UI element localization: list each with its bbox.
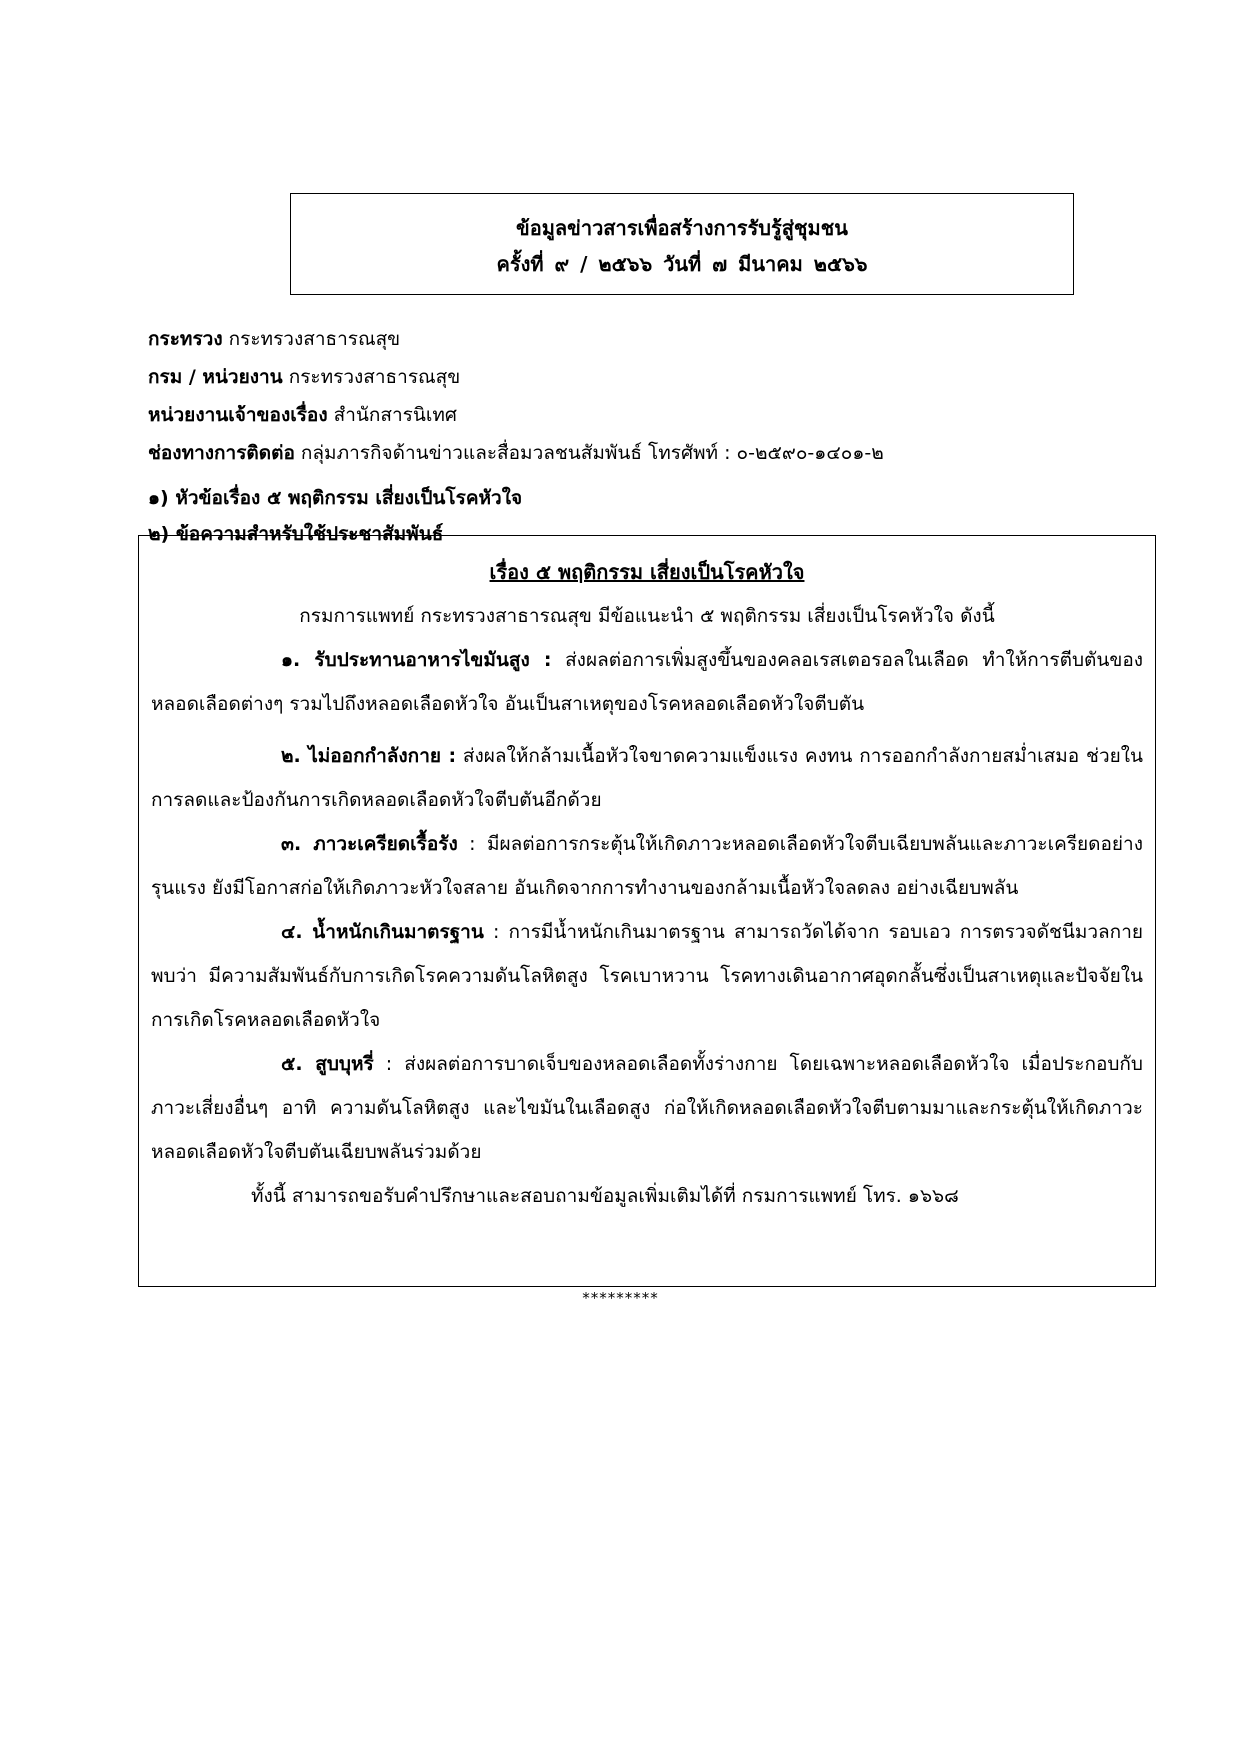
item-text: : การมีน้ำหนักเกินมาตรฐาน สามารถวัดได้จาก รอบเอว การตรวจดัชนีมวลกาย พบว่า มีความสัมพันธ์กับการเกิดโรคความดันโลหิตสูง โรคเบาหวาน โรคทางเดินอากาศอุดกลั้นซึ่งเป็นสาเหตุและปัจจัยในการเกิดโรคหลอดเลือดหัวใจ bbox=[151, 921, 1143, 1031]
item-text: : ส่งผลต่อการบาดเจ็บของหลอดเลือดทั้งร่างกาย โดยเฉพาะหลอดเลือดหัวใจ เมื่อประกอบกับภาวะเสี่ยงอื่นๆ อาทิ ความดันโลหิตสูง และไขมันในเลือดสูง ก่อให้เกิดหลอดเลือดหัวใจตีบตามมาและกระตุ้นให้เกิดภาวะหลอดเลือดหัวใจตีบตันเฉียบพลันร่วมด้วย bbox=[151, 1053, 1143, 1163]
item-heading: ๓. ภาวะเครียดเรื้อรัง bbox=[281, 833, 458, 855]
section-topic: ๑) หัวข้อเรื่อง ๕ พฤติกรรม เสี่ยงเป็นโรคหัวใจ bbox=[148, 487, 523, 509]
meta-value: กระทรวงสาธารณสุข bbox=[222, 328, 401, 350]
meta-value: กลุ่มภารกิจด้านข่าวและสื่อมวลชนสัมพันธ์ โทรศัพท์ : ๐-๒๕๙๐-๑๔๐๑-๒ bbox=[294, 442, 884, 464]
article-item-1 bbox=[151, 638, 1143, 726]
article-item-2 bbox=[151, 734, 1143, 822]
meta-block bbox=[148, 320, 884, 472]
article-item-3 bbox=[151, 822, 1143, 910]
meta-label: ช่องทางการติดต่อ bbox=[148, 442, 295, 464]
item-text: ส่งผลให้กล้ามเนื้อหัวใจขาดความแข็งแรง คงทน การออกกำลังกายสม่ำเสมอ ช่วยในการลดและป้องกันการเกิดหลอดเลือดหัวใจตีบตันอีกด้วย bbox=[151, 745, 1144, 811]
issue-line: ครั้งที่ ๙ / ๒๕๖๖ วันที่ ๗ มีนาคม ๒๕๖๖ bbox=[496, 252, 868, 276]
meta-label: หน่วยงานเจ้าของเรื่อง bbox=[148, 404, 328, 426]
article-intro: กรมการแพทย์ กระทรวงสาธารณสุข มีข้อแนะนำ ๕ พฤติกรรม เสี่ยงเป็นโรคหัวใจ ดังนี้ bbox=[299, 605, 995, 627]
article-box bbox=[138, 535, 1156, 1287]
meta-row-owner bbox=[148, 396, 884, 434]
article-item-4 bbox=[151, 910, 1143, 1042]
item-text: : มีผลต่อการกระตุ้นให้เกิดภาวะหลอดเลือดหัวใจตีบเฉียบพลันและภาวะเครียดอย่างรุนแรง ยังมีโอกาสก่อให้เกิดภาวะหัวใจสลาย อันเกิดจากการทำงานของกล้ามเนื้อหัวใจลดลง อย่างเฉียบพลัน bbox=[151, 833, 1143, 899]
meta-row-contact bbox=[148, 434, 884, 472]
meta-label: กรม / หน่วยงาน bbox=[148, 366, 283, 388]
item-text: ส่งผลต่อการเพิ่มสูงขึ้นของคลอเรสเตอรอลในเลือด ทำให้การตีบตันของหลอดเลือดต่างๆ รวมไปถึงหลอดเลือดหัวใจ อันเป็นสาเหตุของโรคหลอดเลือดหัวใจตีบตัน bbox=[151, 649, 1144, 715]
meta-value: สำนักสารนิเทศ bbox=[327, 404, 457, 426]
meta-value: กระทรวงสาธารณสุข bbox=[282, 366, 461, 388]
item-heading: ๔. น้ำหนักเกินมาตรฐาน bbox=[281, 921, 484, 943]
section-pr-message: ๒) ข้อความสำหรับใช้ประชาสัมพันธ์ bbox=[148, 523, 444, 545]
article-title: เรื่อง ๕ พฤติกรรม เสี่ยงเป็นโรคหัวใจ bbox=[489, 560, 805, 584]
article-item-5 bbox=[151, 1042, 1143, 1174]
document-title: ข้อมูลข่าวสารเพื่อสร้างการรับรู้สู่ชุมชน bbox=[516, 216, 848, 240]
header-box bbox=[290, 193, 1074, 295]
end-divider: ********* bbox=[582, 1289, 659, 1307]
meta-label: กระทรวง bbox=[148, 328, 223, 350]
meta-row-department bbox=[148, 358, 884, 396]
meta-row-ministry bbox=[148, 320, 884, 358]
item-heading: ๑. รับประทานอาหารไขมันสูง : bbox=[281, 649, 552, 671]
item-heading: ๕. สูบบุหรี่ bbox=[281, 1053, 374, 1075]
item-heading: ๒. ไม่ออกกำลังกาย : bbox=[281, 745, 457, 767]
article-closing: ทั้งนี้ สามารถขอรับคำปรึกษาและสอบถามข้อมูลเพิ่มเติมได้ที่ กรมการแพทย์ โทร. ๑๖๖๘ bbox=[251, 1185, 959, 1207]
